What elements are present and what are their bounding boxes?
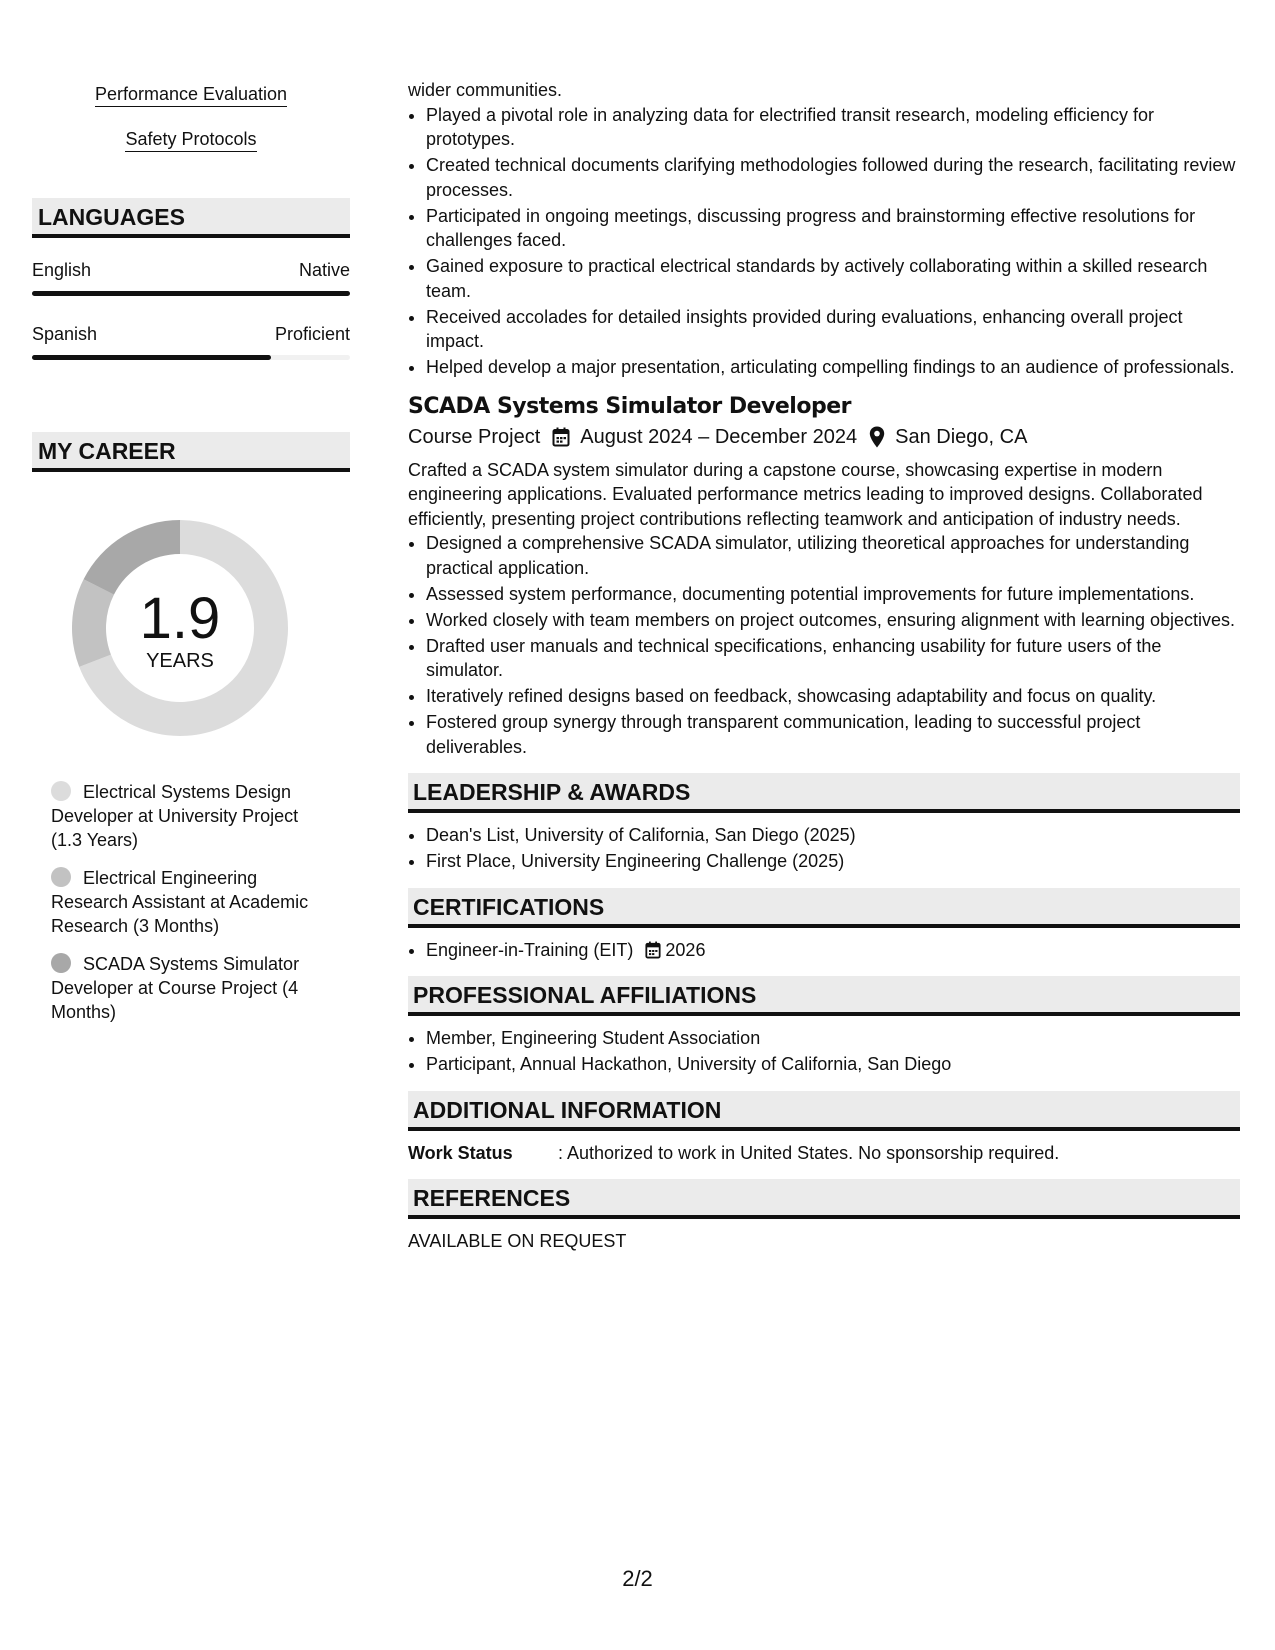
list-item: • Played a pivotal role in analyzing data for electrified transit research, modeling efficiency for prototypes. [426,103,1240,152]
intro-tail: wider communities. [408,80,563,100]
list-item: • Participated in ongoing meetings, discussing progress and brainstorming effective resolutions for challenges faced. [426,204,1240,253]
work-status-row [408,1141,1240,1166]
map-pin-icon [869,426,885,448]
job-meta [408,422,1240,452]
language-name: Spanish [32,324,98,344]
legend-dot [51,867,71,887]
list-item: • Participant, Annual Hackathon, University of California, San Diego [426,1052,1240,1077]
affiliations-list [408,1026,1240,1077]
list-item: • Dean's List, University of California, San Diego (2025) [426,823,1240,848]
language-bar-fill [32,355,271,360]
references-value: AVAILABLE ON REQUEST [408,1231,627,1251]
job-bullets [408,531,1240,759]
languages-heading: LANGUAGES [32,198,350,238]
previous-job-bullets [408,103,1240,380]
job-description: Crafted a SCADA system simulator during a capstone course, showcasing expertise in modern engineering applications. Evaluated performance metrics leading to improved designs. Collaborated efficiently, presenting project contributions reflecting teamwork and anticipation of industry needs. [408,459,1203,529]
job-org: Course Project [408,425,541,448]
leadership-list [408,823,1240,874]
skill-performance-evaluation: Performance Evaluation [95,84,287,107]
job-dates: August 2024 – December 2024 [580,425,858,448]
list-item: • Received accolades for detailed insights provided during evaluations, enhancing overall project impact. [426,305,1240,354]
language-level: Proficient [274,324,350,344]
list-item: • Fostered group synergy through transparent communication, leading to successful project deliverables. [426,710,1240,759]
list-item: • Drafted user manuals and technical specifications, enhancing usability for future users of the simulator. [426,634,1240,683]
list-item: • Created technical documents clarifying methodologies followed during the research, facilitating review processes. [426,153,1240,202]
legend-item [51,952,333,1024]
left-column [32,84,350,1038]
calendar-icon [552,427,570,447]
career-donut-chart [66,514,294,742]
career-legend [51,780,333,1024]
list-item: • Member, Engineering Student Association [426,1026,1240,1051]
page-number: 2/2 [622,1566,653,1591]
career-total-years: 1.9 [139,586,221,651]
affiliations-heading: PROFESSIONAL AFFILIATIONS [408,976,1240,1016]
job-location: San Diego, CA [895,425,1028,448]
list-item: • Gained exposure to practical electrical standards by actively collaborating within a skilled research team. [426,254,1240,303]
references-heading: REFERENCES [408,1179,1240,1219]
list-item: • Designed a comprehensive SCADA simulator, utilizing theoretical approaches for understanding practical application. [426,531,1240,580]
language-english [32,260,350,296]
list-item: • First Place, University Engineering Challenge (2025) [426,849,1240,874]
language-bar [32,355,350,360]
language-level: Native [298,260,350,280]
calendar-icon [645,941,661,959]
list-item: • Assessed system performance, documenting potential improvements for future implementations. [426,582,1240,607]
language-bar [32,291,350,296]
certifications-heading: CERTIFICATIONS [408,888,1240,928]
work-status-key: Work Status [408,1142,513,1163]
career-heading: MY CAREER [32,432,350,472]
skill-safety-protocols: Safety Protocols [125,129,256,152]
work-status-value: : Authorized to work in United States. No sponsorship required. [558,1142,1060,1163]
list-item: • Iteratively refined designs based on feedback, showcasing adaptability and focus on quality. [426,684,1240,709]
skills-list [32,84,350,152]
certification-name: • Engineer-in-Training (EIT) [426,939,634,960]
list-item: • Worked closely with team members on project outcomes, ensuring alignment with learning objectives. [426,608,1240,633]
list-item [426,938,1240,963]
legend-dot [51,781,71,801]
language-spanish [32,324,350,360]
job-title: SCADA Systems Simulator Developer [408,393,851,419]
right-column [408,78,1240,1254]
additional-info-heading: ADDITIONAL INFORMATION [408,1091,1240,1131]
language-bar-fill [32,291,350,296]
career-unit: YEARS [146,650,214,672]
legend-label: Electrical Systems Design Developer at University Project (1.3 Years) [51,782,299,850]
legend-item [51,866,333,938]
list-item: • Helped develop a major presentation, articulating compelling findings to an audience of professionals. [426,355,1240,380]
language-name: English [32,260,92,280]
legend-label: Electrical Engineering Research Assistant at Academic Research (3 Months) [51,868,309,936]
certification-year: 2026 [665,939,706,960]
legend-dot [51,953,71,973]
legend-item [51,780,333,852]
certifications-list [408,938,1240,963]
legend-label: SCADA Systems Simulator Developer at Course Project (4 Months) [51,954,300,1022]
leadership-heading: LEADERSHIP & AWARDS [408,773,1240,813]
